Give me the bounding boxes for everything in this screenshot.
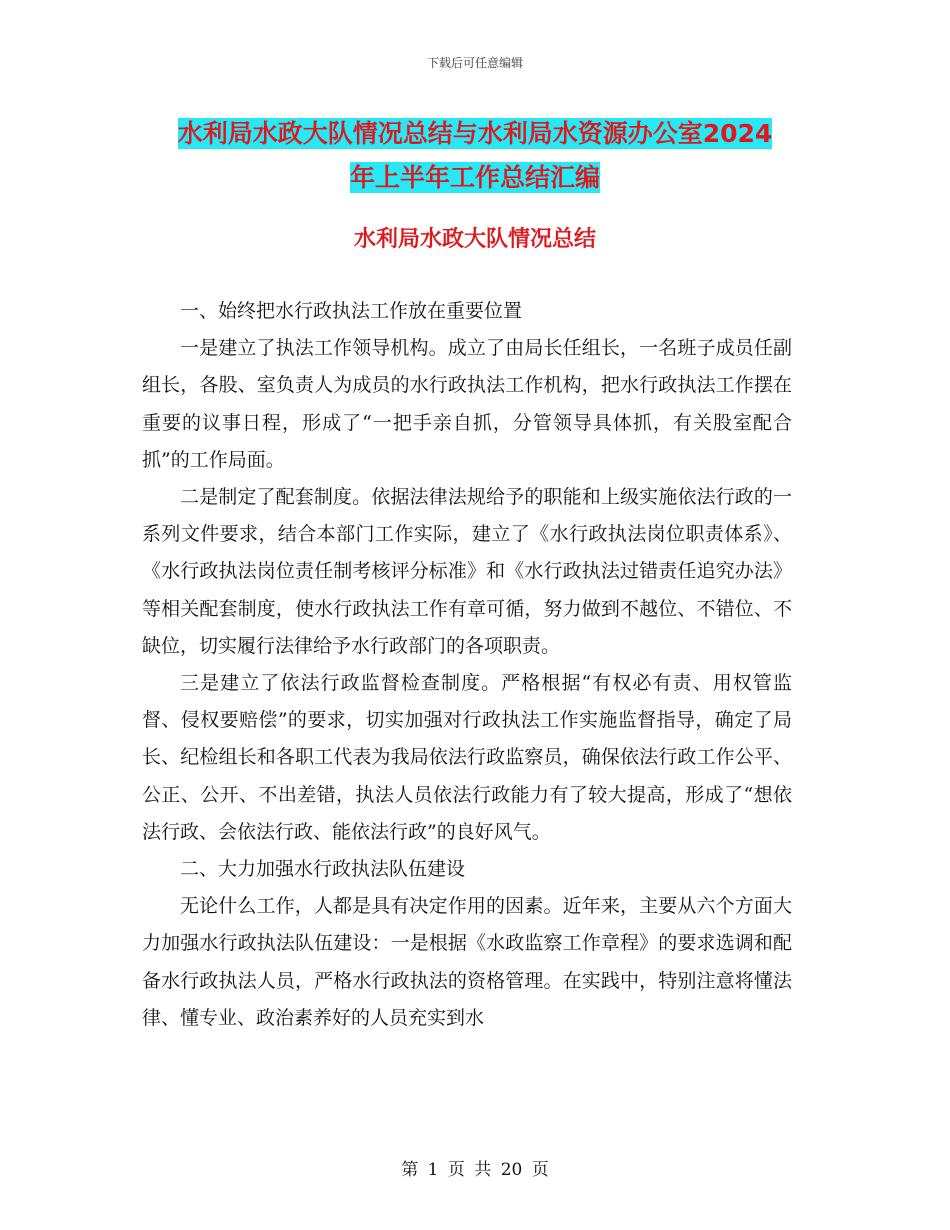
paragraph: 三是建立了依法行政监督检查制度。严格根据“有权必有责、用权管监督、侵权要赔偿”的要求，切实加强对行政执法工作实施监督指导，确定了局长、纪检组长和各职工代表为我局依法行政监察员，确保依法行政工作公平、公正、公开、不出差错，执法人员依法行政能力有了较大提高，形成了“想依法行政、会依法行政、能依法行政”的良好风气。 bbox=[142, 672, 792, 843]
paragraph: 一是建立了执法工作领导机构。成立了由局长任组长，一名班子成员任副组长，各股、室负责人为成员的水行政执法工作机构，把水行政执法工作摆在重要的议事日程，形成了“一把手亲自抓，分管领导具体抓，有关股室配合抓”的工作局面。 bbox=[142, 337, 792, 471]
paragraph: 二是制定了配套制度。依据法律法规给予的职能和上级实施依法行政的一系列文件要求，结合本部门工作实际，建立了《水行政执法岗位职责体系》、《水行政执法岗位责任制考核评分标准》和《水行政执法过错责任追究办法》等相关配套制度，使水行政执法工作有章可循，努力做到不越位、不错位、不缺位，切实履行法律给予水行政部门的各项职责。 bbox=[142, 486, 792, 657]
document-title bbox=[140, 112, 810, 200]
section-title: 水利局水政大队情况总结 bbox=[353, 227, 596, 252]
header-note: 下载后可任意编辑 bbox=[426, 56, 523, 70]
heading-1: 一、始终把水行政执法工作放在重要位置 bbox=[180, 300, 523, 322]
document-title-line1: 水利局水政大队情况总结与水利局水资源办公室2024 bbox=[177, 119, 773, 148]
page-footer: 第 1 页 共 20 页 bbox=[401, 1160, 549, 1180]
paragraph: 无论什么工作，人都是具有决定作用的因素。近年来，主要从六个方面大力加强水行政执法队伍建设：一是根据《水政监察工作章程》的要求选调和配备水行政执法人员，严格水行政执法的资格管理。在实践中，特别注意将懂法律、懂专业、政治素养好的人员充实到水 bbox=[142, 895, 792, 1029]
document-body bbox=[142, 293, 792, 1037]
heading-2: 二、大力加强水行政执法队伍建设 bbox=[180, 858, 466, 881]
document-title-line2: 年上半年工作总结汇编 bbox=[349, 163, 600, 192]
